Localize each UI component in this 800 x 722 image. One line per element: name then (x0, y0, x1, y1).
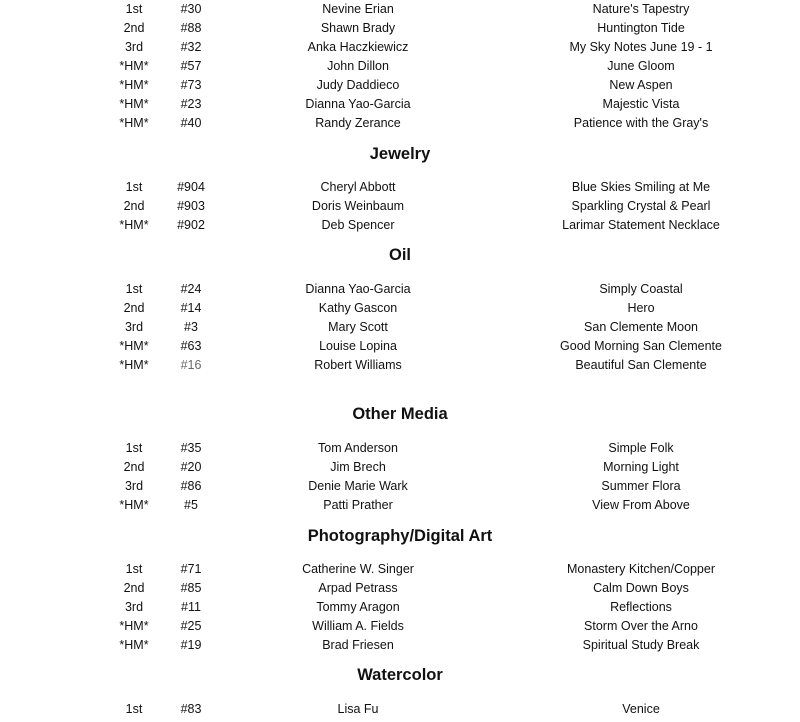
entry-number: #57 (180, 59, 202, 73)
entry-place: 2nd (123, 460, 145, 474)
entry-place: 1st (125, 180, 143, 194)
entry-place: 2nd (123, 581, 145, 595)
entry-title: Monastery Kitchen/Copper (567, 562, 715, 576)
entry-row (0, 498, 800, 518)
entry-row (0, 581, 800, 601)
entry-row (0, 97, 800, 117)
entry-row (0, 600, 800, 620)
entry-artist: Louise Lopina (319, 339, 397, 353)
entry-row (0, 702, 800, 722)
entry-place: *HM* (119, 218, 149, 232)
entry-artist: Shawn Brady (320, 21, 396, 35)
section-title-other-media: Other Media (352, 405, 448, 423)
entry-number: #16 (180, 358, 202, 372)
entry-place: 1st (125, 441, 143, 455)
entry-title: Storm Over the Arno (584, 619, 698, 633)
entry-place: 1st (125, 282, 143, 296)
section-title-oil: Oil (388, 246, 411, 264)
entry-number: #19 (180, 638, 202, 652)
entry-place: 1st (125, 2, 143, 16)
entry-number: #902 (177, 218, 205, 232)
entry-title: Blue Skies Smiling at Me (571, 180, 711, 194)
entry-place: *HM* (119, 116, 149, 130)
entry-number: #23 (180, 97, 202, 111)
entry-title: Simple Folk (608, 441, 674, 455)
entry-artist: Dianna Yao-Garcia (305, 282, 411, 296)
entry-row (0, 21, 800, 41)
entry-place: 1st (125, 702, 143, 716)
entry-row (0, 358, 800, 378)
entry-title: Larimar Statement Necklace (562, 218, 720, 232)
entry-title: Reflections (610, 600, 672, 614)
entry-title: Venice (622, 702, 660, 716)
entry-place: 2nd (123, 199, 145, 213)
section-title-photography: Photography/Digital Art (307, 527, 493, 545)
entry-row (0, 218, 800, 238)
entry-number: #904 (177, 180, 205, 194)
entry-title: Sparkling Crystal & Pearl (571, 199, 711, 213)
entry-row (0, 638, 800, 658)
entry-title: Good Morning San Clemente (560, 339, 722, 353)
entry-row (0, 2, 800, 22)
entry-title: New Aspen (609, 78, 673, 92)
entry-row (0, 40, 800, 60)
entry-number: #85 (180, 581, 202, 595)
entry-title: June Gloom (607, 59, 675, 73)
entry-artist: Doris Weinbaum (311, 199, 405, 213)
entry-row (0, 441, 800, 461)
entry-artist: John Dillon (327, 59, 389, 73)
entry-number: #11 (181, 600, 201, 614)
entry-artist: Cheryl Abbott (320, 180, 396, 194)
entry-number: #32 (180, 40, 202, 54)
entry-number: #20 (180, 460, 202, 474)
section-title-watercolor: Watercolor (357, 666, 443, 684)
entry-artist: Lisa Fu (337, 702, 379, 716)
entry-title: My Sky Notes June 19 - 1 (569, 40, 713, 54)
entry-place: *HM* (119, 638, 149, 652)
entry-place: 2nd (123, 301, 145, 315)
entry-number: #73 (180, 78, 202, 92)
entry-title: Spiritual Study Break (582, 638, 700, 652)
entry-artist: Mary Scott (328, 320, 388, 334)
entry-place: 3rd (124, 320, 144, 334)
entry-title: San Clemente Moon (584, 320, 698, 334)
entry-place: 3rd (124, 40, 144, 54)
entry-artist: Tommy Aragon (316, 600, 400, 614)
entry-title: Simply Coastal (599, 282, 683, 296)
entry-artist: Jim Brech (330, 460, 386, 474)
entry-title: Hero (627, 301, 655, 315)
entry-title: Huntington Tide (597, 21, 685, 35)
entry-artist: Patti Prather (323, 498, 393, 512)
entry-place: 3rd (124, 479, 144, 493)
entry-title: Beautiful San Clemente (575, 358, 707, 372)
entry-place: *HM* (119, 339, 149, 353)
entry-number: #71 (180, 562, 202, 576)
entry-number: #88 (180, 21, 202, 35)
entry-number: #83 (180, 702, 202, 716)
entry-artist: Denie Marie Wark (308, 479, 408, 493)
entry-number: #25 (180, 619, 202, 633)
entry-row (0, 619, 800, 639)
entry-place: *HM* (119, 59, 149, 73)
section-title-jewelry: Jewelry (369, 145, 431, 163)
entry-artist: Brad Friesen (322, 638, 394, 652)
entry-number: #24 (180, 282, 202, 296)
entry-artist: Nevine Erian (322, 2, 394, 16)
entry-place: *HM* (119, 498, 149, 512)
entry-artist: Robert Williams (314, 358, 402, 372)
entry-place: *HM* (119, 97, 149, 111)
entry-row (0, 301, 800, 321)
entry-place: 3rd (124, 600, 144, 614)
entry-place: 2nd (123, 21, 145, 35)
entry-place: 1st (125, 562, 143, 576)
entry-title: Morning Light (603, 460, 679, 474)
entry-row (0, 320, 800, 340)
entry-place: *HM* (119, 78, 149, 92)
entry-artist: Randy Zerance (315, 116, 401, 130)
entry-artist: Arpad Petrass (318, 581, 398, 595)
entry-number: #63 (180, 339, 202, 353)
entry-number: #86 (180, 479, 202, 493)
entry-artist: Tom Anderson (318, 441, 398, 455)
entry-row (0, 116, 800, 136)
entry-title: View From Above (592, 498, 690, 512)
entry-number: #903 (177, 199, 205, 213)
entry-title: Calm Down Boys (593, 581, 689, 595)
entry-row (0, 562, 800, 582)
entry-artist: Kathy Gascon (318, 301, 398, 315)
entry-number: #14 (180, 301, 202, 315)
entry-number: #5 (184, 498, 198, 512)
entry-row (0, 59, 800, 79)
entry-artist: Deb Spencer (321, 218, 395, 232)
entry-number: #35 (180, 441, 202, 455)
entry-title: Majestic Vista (602, 97, 680, 111)
entry-artist: Catherine W. Singer (302, 562, 414, 576)
entry-row (0, 479, 800, 499)
entry-place: *HM* (119, 619, 149, 633)
entry-title: Nature's Tapestry (592, 2, 690, 16)
entry-row (0, 339, 800, 359)
entry-artist: Dianna Yao-Garcia (305, 97, 411, 111)
entry-place: *HM* (119, 358, 149, 372)
entry-number: #3 (184, 320, 198, 334)
entry-artist: Judy Daddieco (316, 78, 400, 92)
entry-row (0, 199, 800, 219)
entry-row (0, 180, 800, 200)
entry-number: #30 (180, 2, 202, 16)
entry-number: #40 (180, 116, 202, 130)
entry-row (0, 282, 800, 302)
entry-title: Patience with the Gray's (573, 116, 709, 130)
entry-row (0, 78, 800, 98)
entry-artist: Anka Haczkiewicz (307, 40, 409, 54)
entry-row (0, 460, 800, 480)
entry-artist: William A. Fields (312, 619, 404, 633)
entry-title: Summer Flora (601, 479, 681, 493)
